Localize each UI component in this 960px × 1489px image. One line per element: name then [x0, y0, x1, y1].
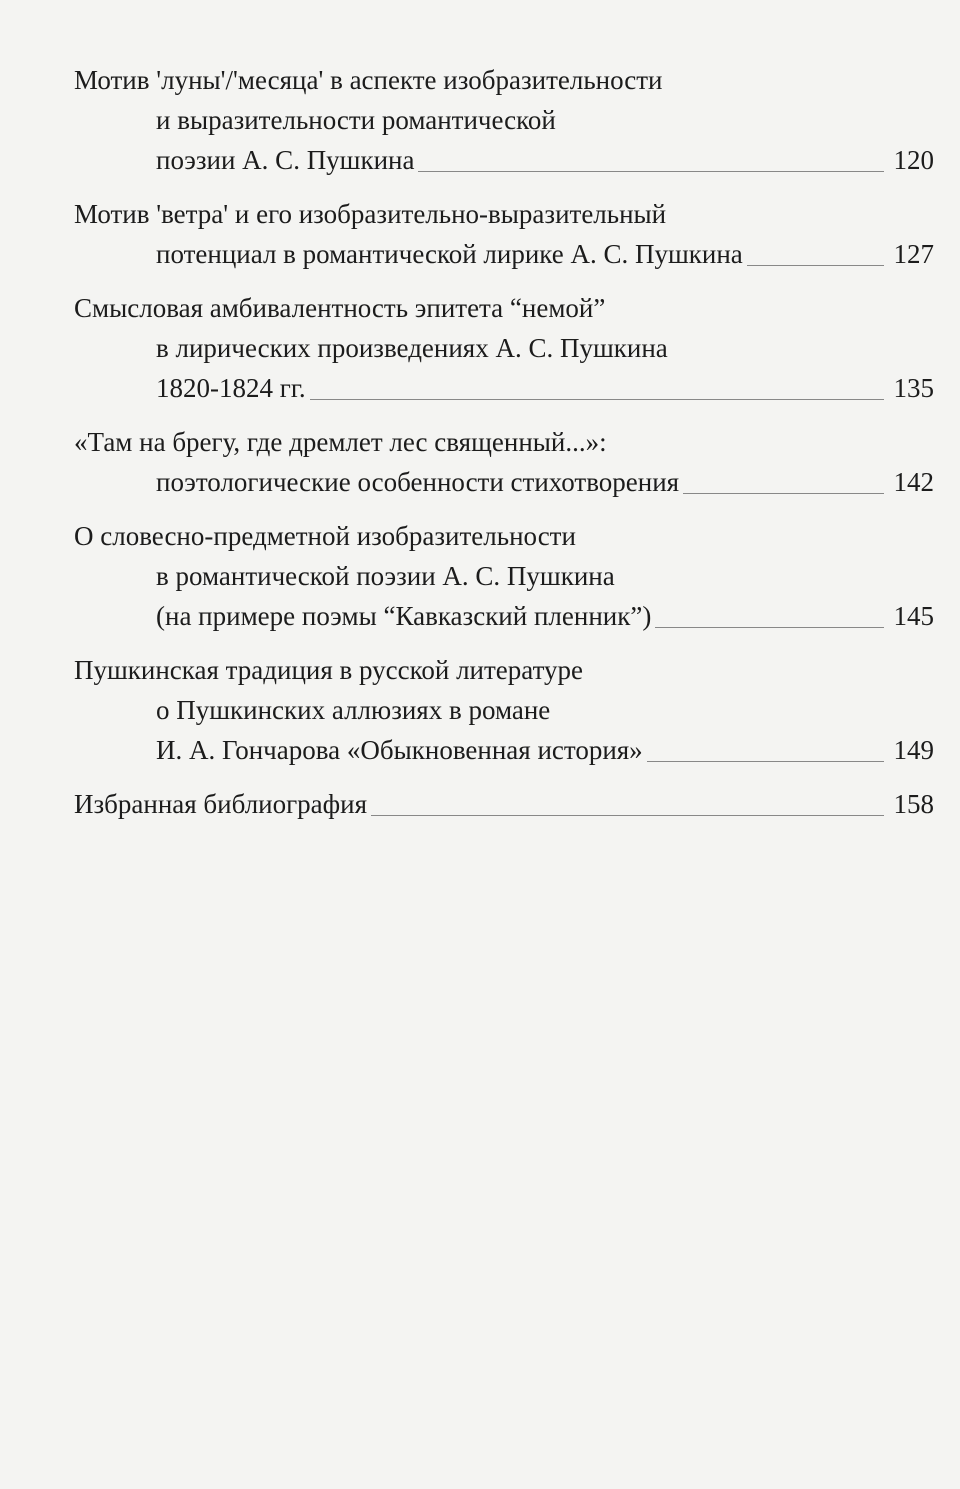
dot-leader: [647, 760, 884, 762]
dot-leader: [418, 170, 884, 172]
toc-entry-title-line: поэзии А. С. Пушкина: [156, 145, 415, 175]
toc-entry-last-line: [74, 596, 934, 636]
page-number: 120: [893, 145, 934, 175]
toc-entry-title-line: поэтологические особенности стихотворения: [156, 467, 680, 497]
page-number: 135: [893, 373, 934, 403]
dot-leader: [747, 264, 884, 266]
toc-entry: [74, 650, 934, 770]
dot-leader: [310, 398, 884, 400]
dot-leader: [683, 492, 884, 494]
toc-entry-title-line: О словесно-предметной изобразительности: [74, 521, 576, 551]
toc-entry: [74, 194, 934, 274]
toc-entry-title-line: в романтической поэзии А. С. Пушкина: [156, 561, 615, 591]
toc-entry-last-line: [74, 730, 934, 770]
page-number: 142: [893, 467, 934, 497]
toc-entry-last-line: [74, 462, 934, 502]
toc-entry-last-line: [74, 140, 934, 180]
toc-entry-title-line: Избранная библиография: [74, 789, 368, 819]
toc-entry-title-line: Мотив 'ветра' и его изобразительно-выразительный: [74, 199, 667, 229]
page-number: 158: [893, 789, 934, 819]
toc-entry-title-line: Мотив 'луны'/'месяца' в аспекте изобразительности: [74, 65, 663, 95]
toc-entry-title-line: о Пушкинских аллюзиях в романе: [156, 695, 551, 725]
toc-entry: [74, 784, 934, 824]
toc-entry-title-line: И. А. Гончарова «Обыкновенная история»: [156, 735, 643, 765]
toc-entry-title-line: (на примере поэмы “Кавказский пленник”): [156, 601, 652, 631]
toc-entry-title-line: в лирических произведениях А. С. Пушкина: [156, 333, 668, 363]
page-number: 127: [893, 239, 934, 269]
toc-entry: [74, 288, 934, 408]
toc-entry-title-line: Пушкинская традиция в русской литературе: [74, 655, 583, 685]
toc-entry: [74, 422, 934, 502]
dot-leader: [371, 814, 884, 816]
toc-entry: [74, 516, 934, 636]
toc-entry-title-line: Смысловая амбивалентность эпитета “немой”: [74, 293, 606, 323]
toc-entry: [74, 60, 934, 180]
toc-entry-title-line: потенциал в романтической лирике А. С. Пушкина: [156, 239, 743, 269]
toc-entry-title-line: «Там на брегу, где дремлет лес священный...»:: [74, 427, 607, 457]
dot-leader: [655, 626, 884, 628]
table-of-contents: [74, 60, 934, 838]
page-number: 149: [893, 735, 934, 765]
toc-entry-title-line: и выразительности романтической: [156, 105, 556, 135]
page-number: 145: [893, 601, 934, 631]
toc-entry-last-line: [74, 784, 934, 824]
toc-entry-title-line: 1820-1824 гг.: [156, 373, 306, 403]
toc-entry-last-line: [74, 368, 934, 408]
toc-entry-last-line: [74, 234, 934, 274]
